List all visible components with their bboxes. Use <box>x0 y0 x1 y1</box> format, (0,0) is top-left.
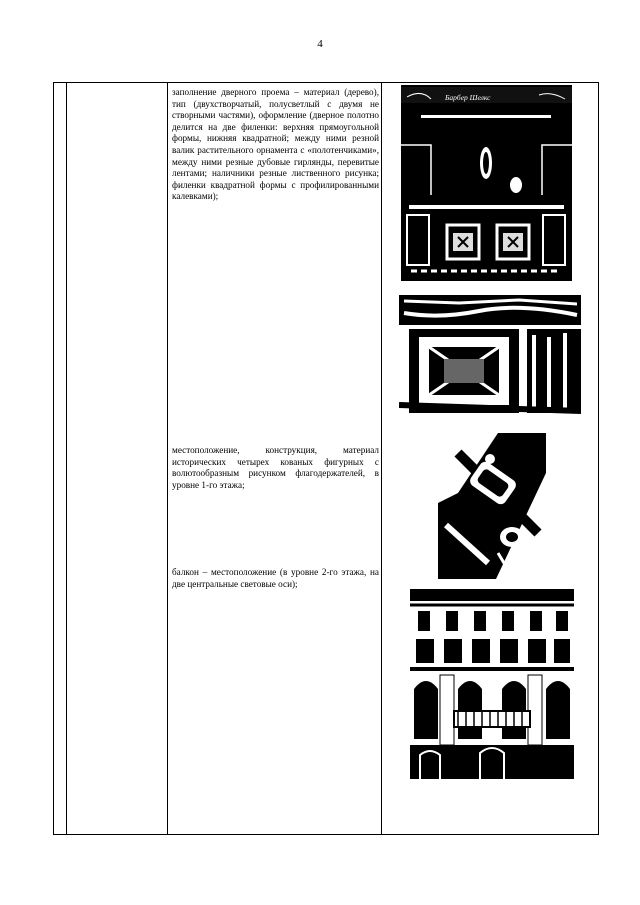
column-divider-1 <box>66 83 67 834</box>
content-table <box>53 82 599 835</box>
row-3-description: балкон – местоположение (в уровне 2-го этажа, на две центральные световые оси); <box>172 567 379 589</box>
flag-holder-photo <box>438 433 546 579</box>
row-2-description: местоположение, конструкция, материал исторических четырех кованых фигурных с волютообразным рисунком флагодержателей, в уровне 1-го этажа; <box>172 445 379 490</box>
door-panel-photo <box>399 295 581 419</box>
page-number: 4 <box>317 38 323 50</box>
shop-sign-text: Барбер Шелкс <box>445 93 491 102</box>
row-1-description: заполнение дверного проема – материал (дерево), тип (двухстворчатый, полусветлый с двумя не створными частями), оформление (дверное полотно делится на две филенки: верхняя прямоугольной формы, нижняя квадратной; между ними резной валик растительного орнамента с «полотенчиками», между ними резные дубовые гирлянды, перевитые лентами; наличники резные лиственного рисунка; филенки квадратной формы с профилированными калевками); <box>172 87 379 202</box>
column-divider-2 <box>167 83 168 834</box>
door-transom-photo <box>401 85 572 281</box>
column-divider-3 <box>381 83 382 834</box>
balcony-facade-photo <box>410 589 574 779</box>
